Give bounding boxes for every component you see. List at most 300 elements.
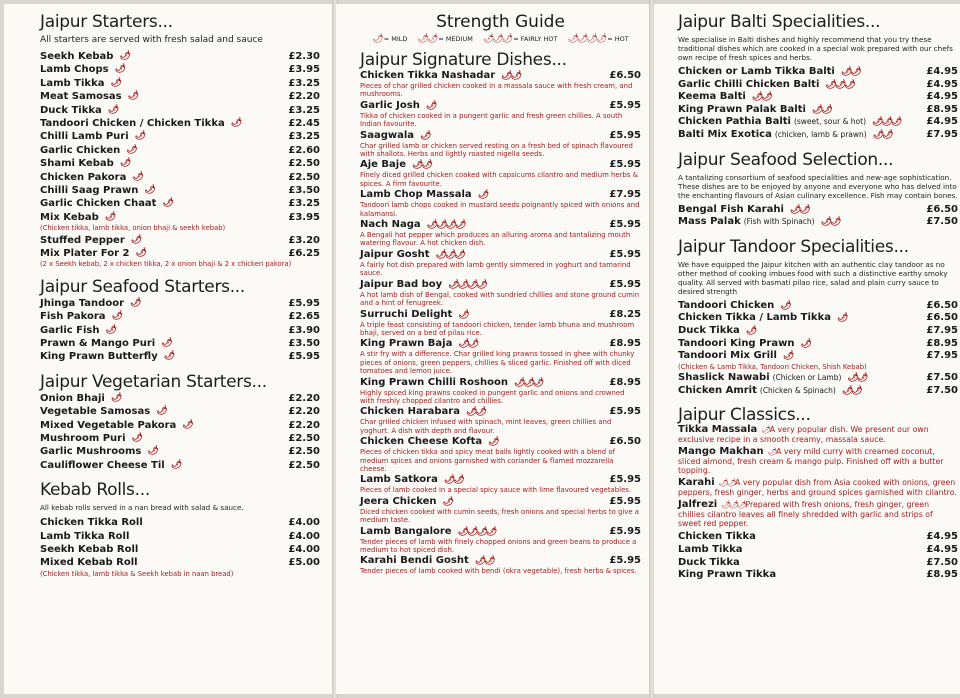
item-description: A very popular dish. We present our own exclusive recipe in a smooth creamy, massala sauce. (678, 425, 929, 444)
menu-item (40, 432, 320, 445)
item-note: (Chicken & Spinach) (759, 385, 836, 395)
menu-item (360, 338, 641, 350)
chili-icon: 🌶🌶🌶 (482, 34, 512, 44)
menu-item (40, 197, 320, 210)
item-note: (Chicken or Lamb) (772, 373, 842, 383)
item-price: £6.50 (609, 436, 641, 448)
item-name: Tandoori Chicken (678, 299, 775, 311)
strength-legend (360, 34, 641, 44)
item-name: Chicken Cheese Kofta (360, 436, 483, 448)
menu-item (40, 50, 320, 63)
item-price: £3.90 (288, 324, 320, 336)
item-price: £2.20 (288, 406, 320, 418)
chili-icon: 🌶 (745, 325, 756, 336)
item-name: Chicken Tikka / Lamb Tikka (678, 312, 831, 324)
chili-icon: 🌶 (144, 184, 154, 195)
chili-icon: 🌶🌶🌶🌶 (567, 34, 606, 44)
menu-item (40, 337, 320, 350)
item-price: £4.95 (926, 66, 958, 77)
item-subtext: (2 x Seekh kebab, 2 x chicken tikka, 2 x onion bhaji & 2 x chicken pakora) (40, 260, 292, 269)
chili-icon: 🌶🌶 (412, 160, 431, 171)
menu-item (40, 171, 320, 184)
item-price: £2.50 (288, 459, 320, 471)
item-price: £8.95 (926, 103, 958, 115)
chili-icon: 🌶 (119, 51, 129, 61)
menu-item (678, 216, 958, 229)
item-name: Lamb Chop Massala (360, 189, 472, 201)
menu-item (40, 392, 320, 405)
item-note: (chicken, lamb & prawn) (774, 129, 867, 139)
chili-icon: 🌶🌶🌶 (721, 500, 746, 510)
item-name: Lamb Chops (40, 64, 109, 76)
item-price: £5.95 (609, 495, 641, 507)
item-name: Surruchi Delight (360, 308, 453, 320)
section-intro: We specialise in Balti dishes and highly recommend that you try these traditional dishes which are cooked in a special wok prepared with our chefs own recipe of fresh spices and herbs. (678, 35, 953, 62)
menu-item (40, 516, 320, 529)
legend-entry (372, 34, 407, 44)
item-price: £4.95 (926, 531, 958, 543)
chili-icon: 🌶🌶 (840, 67, 860, 77)
section-intro: All starters are served with fresh salad and sauce (40, 35, 263, 45)
item-price: £4.00 (288, 530, 320, 542)
item-description: A Bengali hot pepper which produces an alluring aroma and tantalizing mouth watering flavour. A hot chicken dish. (360, 231, 631, 248)
menu-item (360, 436, 641, 448)
menu-item (360, 526, 641, 538)
menu-panel-left (4, 4, 332, 694)
menu-item (678, 66, 958, 79)
item-price: £5.95 (609, 406, 641, 418)
section-kebab-rolls (40, 480, 320, 578)
menu-item (40, 556, 320, 569)
menu-item (678, 325, 958, 338)
item-name: Garlic Mushrooms (40, 446, 142, 458)
menu-item (678, 372, 958, 385)
item-name: Shami Kebab (40, 158, 114, 170)
item-price: £3.50 (288, 338, 320, 350)
chili-icon: 🌶🌶 (811, 104, 831, 115)
kebab-rolls-list (40, 516, 320, 578)
item-price: £3.25 (288, 131, 320, 143)
menu-item (360, 496, 641, 508)
item-price: £2.45 (288, 117, 320, 129)
chili-icon: 🌶🌶 (841, 385, 861, 396)
item-name: King Prawn Baja (360, 338, 453, 350)
item-name: Garlic Chicken (40, 144, 121, 156)
item-description: Tandoori lamb chops cooked in mustard seeds poignantly spiced with onions and kalamansi. (360, 201, 640, 218)
chili-icon: 🌶 (135, 247, 145, 258)
classics-price-list (678, 531, 958, 581)
item-description: Tikka of chicken cooked in a pungent garlic and fresh green chillies. A south Indian favourite. (360, 111, 623, 129)
item-price: £3.50 (288, 184, 320, 196)
item-price: £8.25 (609, 308, 641, 320)
menu-item (40, 63, 320, 76)
chili-icon: 🌶 (780, 300, 790, 311)
classic-dish (678, 500, 958, 528)
legend-label: = HOT (605, 35, 629, 43)
balti-list (678, 66, 958, 142)
menu-item (678, 569, 958, 582)
chili-icon: 🌶 (170, 459, 181, 470)
item-name: Prawn & Mango Puri (40, 338, 156, 350)
menu-item (40, 90, 320, 103)
menu-item (40, 247, 320, 260)
chili-icon: 🌶 (442, 496, 452, 507)
item-name: Duck Tikka (678, 556, 740, 568)
item-description: Tender pieces of lamb cooked with bendi (okra vegetable), fresh herbs & spices. (360, 567, 637, 576)
section-title: Jaipur Starters... (40, 12, 173, 32)
item-price: £4.95 (926, 91, 958, 103)
item-price: £5.95 (609, 278, 641, 290)
section-intro: We have equipped the Jaipur kitchen with an authentic clay tandoor as no other method of cooking imbues food with such a distinctive earthy smoky quality. All served with basmati pilao rice, salad and plain curry sauce to desired strength (678, 259, 948, 296)
item-price: £2.20 (288, 392, 320, 404)
menu-item (678, 104, 958, 117)
item-name: Stuffed Pepper (40, 234, 125, 246)
menu-item (40, 324, 320, 337)
chili-icon: 🌶 (425, 100, 436, 111)
item-name: Saagwala (360, 129, 415, 141)
item-name: Nach Naga (360, 219, 421, 231)
item-description: Highly spiced king prawns cooked in pungent garlic and onions and crowned with freshly chopped cilantro and chillies. (360, 388, 625, 405)
legend-label: = MEDIUM (436, 35, 473, 43)
menu-item (40, 543, 320, 556)
item-name: Karahi (678, 477, 715, 489)
menu-item (678, 531, 958, 544)
item-price: £5.95 (609, 248, 641, 260)
classic-dish (678, 447, 958, 475)
item-price: £5.95 (609, 99, 641, 111)
item-name: Tandoori Mix Grill (678, 350, 777, 362)
chili-icon: 🌶🌶🌶 (435, 249, 464, 260)
chili-icon: 🌶🌶 (751, 92, 771, 103)
item-name: Mix Kebab (40, 211, 99, 223)
item-price: £6.50 (926, 203, 958, 215)
section-title: Jaipur Tandoor Specialities... (678, 236, 909, 257)
chili-icon: 🌶🌶🌶 (872, 117, 901, 128)
seafood-starters-list (40, 297, 320, 364)
section-title: Jaipur Balti Specialities... (678, 12, 881, 32)
item-name: Chicken Pathia Balti (678, 116, 791, 128)
item-name: Tikka Massala (678, 424, 758, 436)
section-classics (678, 405, 958, 581)
classic-dish (678, 478, 958, 497)
menu-item (678, 204, 958, 217)
chili-icon: 🌶 (156, 406, 166, 417)
item-name: Mango Makhan (678, 446, 764, 458)
item-description: A fairly hot dish prepared with lamb gently simmered in yoghurt and tamarind sauce. (360, 260, 631, 278)
chili-icon: 🌶 (130, 234, 141, 245)
seafood-selection-list (678, 204, 958, 229)
chili-icon: 🌶🌶 (789, 204, 809, 215)
section-title: Jaipur Seafood Selection... (678, 149, 894, 170)
menu-item (678, 129, 958, 142)
section-veg-starters (40, 372, 320, 472)
item-name: Jeera Chicken (360, 495, 437, 507)
menu-item (678, 300, 958, 313)
item-price: £7.95 (926, 324, 958, 336)
item-price: £5.95 (609, 129, 641, 141)
chili-icon: 🌶 (119, 158, 130, 169)
item-name: Chicken Tikka Roll (40, 517, 143, 529)
item-name: Tandoori Chicken / Chicken Tikka (40, 117, 225, 129)
item-price: £5.95 (609, 474, 641, 486)
item-price: £4.95 (926, 78, 958, 90)
menu-item (40, 350, 320, 363)
section-title: Jaipur Seafood Starters... (40, 276, 246, 297)
chili-icon: 🌶 (114, 64, 125, 75)
chili-icon: 🌶🌶🌶🌶 (448, 279, 486, 290)
item-name: Duck Tikka (678, 324, 740, 336)
chili-icon: 🌶 (767, 447, 777, 457)
menu-item (678, 91, 958, 104)
chili-icon: 🌶 (477, 190, 488, 201)
item-price: £5.95 (609, 159, 641, 171)
menu-item (360, 70, 641, 82)
item-price: £8.95 (609, 338, 641, 350)
item-name: King Prawn Palak Balti (678, 103, 806, 115)
chili-icon: 🌶 (127, 91, 138, 102)
item-price: £6.25 (288, 247, 320, 259)
item-subtext: (Chicken tikka, lamb tikka, onion bhaji & seekh kebab) (40, 224, 226, 233)
section-balti (678, 12, 958, 142)
item-name: Mixed Kebab Roll (40, 557, 138, 569)
item-price: £7.95 (609, 189, 641, 201)
item-name: Chicken Pakora (40, 171, 127, 183)
item-name: Jalfrezi (678, 499, 718, 511)
legend-entry (568, 34, 629, 44)
chili-icon: 🌶 (488, 437, 498, 448)
item-price: £8.95 (926, 337, 958, 349)
menu-item (40, 530, 320, 543)
item-name: Chilli Lamb Puri (40, 131, 129, 143)
menu-item (360, 377, 641, 389)
section-tandoor (678, 237, 958, 398)
item-description: A very mild curry with creamed coconut, sliced almond, fresh cream & mango pulp. Finished off with a butter topping. (678, 447, 944, 476)
chili-icon: 🌶 (230, 117, 241, 128)
item-description: Pieces of chicken tikka and spicy meat balls lightly cooked with a blend of medium spices and onions garnished with coriander & flamed mozzarella cheese. (360, 448, 615, 473)
item-name: Seekh Kebab Roll (40, 543, 139, 555)
menu-item (40, 77, 320, 90)
item-price: £7.95 (926, 350, 958, 362)
menu-item (678, 79, 958, 92)
item-price: £2.65 (288, 311, 320, 323)
item-price: £4.00 (288, 543, 320, 555)
item-name: Cauliflower Cheese Til (40, 459, 165, 471)
item-name: Fish Pakora (40, 311, 106, 323)
item-price: £4.95 (926, 544, 958, 556)
chili-icon: 🌶🌶🌶🌶 (457, 526, 496, 537)
item-description: A hot lamb dish of Bengal, cooked with sundried chillies and stone ground cumin and a hint of fenugreek. (360, 290, 640, 308)
item-price: £4.00 (288, 517, 320, 529)
menu-item (360, 279, 641, 291)
chili-icon: 🌶 (458, 309, 468, 320)
item-price: £2.60 (288, 144, 320, 156)
menu-item (40, 184, 320, 197)
menu-item (40, 144, 320, 157)
item-price: £5.00 (288, 557, 320, 569)
item-name: Duck Tikka (40, 104, 102, 116)
chili-icon: 🌶 (107, 104, 118, 115)
item-description: Finely diced grilled chicken cooked with capsicums cilantro and medium herbs & spices. A firm favourite. (360, 171, 638, 188)
chili-icon: 🌶🌶 (872, 129, 892, 140)
item-name: Garlic Chilli Chicken Balti (678, 78, 820, 90)
chili-icon: 🌶🌶🌶 (825, 79, 854, 90)
item-name: Jhinga Tandoor (40, 297, 125, 309)
item-name: Chilli Saag Prawn (40, 184, 139, 196)
chili-icon: 🌶 (161, 338, 171, 349)
chili-icon: 🌶 (372, 34, 382, 44)
menu-item (678, 557, 958, 570)
chili-icon: 🌶 (182, 419, 192, 430)
item-price: £3.25 (288, 198, 320, 210)
chili-icon: 🌶🌶 (718, 478, 736, 488)
item-note: (Fish with Spinach) (743, 217, 815, 227)
chili-icon: 🌶 (782, 351, 793, 362)
chili-icon: 🌶 (147, 446, 157, 457)
section-seafood-selection (678, 150, 958, 229)
item-name: Chicken Amrit (678, 384, 757, 396)
item-name: Garlic Josh (360, 99, 420, 111)
item-name: Balti Mix Exotica (678, 128, 772, 140)
menu-item (40, 211, 320, 224)
item-name: Jaipur Gosht (360, 248, 430, 260)
item-price: £6.50 (609, 70, 641, 81)
item-name: Lamb Tikka (40, 77, 105, 89)
chili-icon: 🌶🌶🌶 (513, 377, 543, 388)
chili-icon: 🌶 (162, 198, 172, 209)
item-name: Lamb Tikka Roll (40, 530, 130, 542)
item-name: Mushroom Puri (40, 432, 126, 444)
item-price: £4.95 (926, 116, 958, 128)
item-price: £7.50 (926, 556, 958, 568)
item-price: £6.50 (926, 312, 958, 324)
menu-item (40, 104, 320, 117)
chili-icon: 🌶 (420, 130, 430, 141)
chili-icon: 🌶 (800, 338, 810, 349)
chili-icon: 🌶🌶 (501, 71, 520, 81)
menu-item (40, 234, 320, 247)
item-price: £8.95 (926, 569, 958, 581)
item-name: Mixed Vegetable Pakora (40, 419, 177, 431)
item-name: Meat Samosas (40, 91, 122, 103)
item-description: Pieces of char grilled chicken cooked in a massala sauce with fresh cream, and mushrooms. (360, 82, 633, 99)
item-price: £3.95 (288, 211, 320, 223)
menu-item (40, 459, 320, 472)
menu-item (360, 100, 641, 112)
chili-icon: 🌶 (132, 171, 142, 182)
chili-icon: 🌶 (110, 392, 121, 403)
menu-item (40, 419, 320, 432)
item-price: £3.20 (288, 234, 320, 246)
menu-item (360, 474, 641, 486)
menu-item (678, 385, 958, 398)
menu-item (360, 555, 641, 567)
item-description: Diced chicken cooked with cumin seeds, fresh onions and special herbs to give a medium taste. (360, 507, 640, 525)
item-name: Chicken Harabara (360, 406, 460, 418)
menu-item (40, 445, 320, 458)
item-name: King Prawn Chilli Roshoon (360, 376, 508, 388)
chili-icon: 🌶 (110, 77, 120, 88)
chili-icon: 🌶 (134, 131, 145, 142)
item-price: £2.50 (288, 432, 320, 444)
item-price: £6.50 (926, 299, 958, 311)
menu-item (678, 116, 958, 129)
menu-item (678, 350, 958, 363)
item-name: Chicken or Lamb Tikka Balti (678, 66, 835, 77)
menu-item (360, 249, 641, 261)
item-price: £5.95 (288, 351, 320, 363)
item-description: A very popular dish from Asia cooked with onions, green peppers, fresh ginger, herbs and ground spices garnished with cilantro. (678, 478, 957, 497)
item-price: £2.20 (288, 91, 320, 103)
section-intro: All kebab rolls served in a nan bread with salad & sauce. (40, 503, 244, 513)
section-title: Jaipur Classics... (678, 405, 811, 426)
item-name: Aje Baje (360, 159, 407, 171)
menu-item (40, 310, 320, 323)
item-price: £7.50 (926, 372, 958, 384)
section-starters (40, 12, 320, 269)
item-name: Chicken Tikka (678, 531, 756, 543)
item-name: Garlic Chicken Chaat (40, 198, 157, 210)
item-price: £3.25 (288, 104, 320, 116)
chili-icon: 🌶🌶 (417, 34, 437, 44)
starters-list (40, 50, 320, 269)
item-name: Lamb Bangalore (360, 525, 452, 537)
item-name: Garlic Fish (40, 324, 100, 336)
item-name: Lamb Tikka (678, 544, 743, 556)
section-intro: A tantalizing consortium of seafood specialities and new-age sophistication. These dishes are to be enjoyed by anyone and everyone who has delved into the enchanting flavours of Asian culinary excellence. Fish may contain bones. (678, 172, 958, 200)
item-price: £8.95 (609, 376, 641, 388)
item-price: £2.20 (288, 419, 320, 431)
chili-icon: 🌶 (163, 351, 174, 362)
menu-item (360, 309, 641, 321)
item-description: Char grilled lamb or chicken served resting on a fresh bed of spinach flavoured with shallots. Herbs and lightly roasted nigella seeds. (360, 141, 633, 159)
item-description: A stir fry with a difference. Char grilled king prawns tossed in ghee with chunky pieces of onions, green peppers, chillies & sliced garlic. Finished off with diced tomatoes and lemon juice. (360, 350, 635, 376)
signature-list (360, 70, 641, 576)
tandoor-list (678, 300, 958, 398)
menu-item (40, 405, 320, 418)
item-name: Lamb Satkora (360, 474, 438, 486)
legend-label: = FAIRLY HOT (511, 35, 558, 43)
legend-label: = MILD (381, 35, 408, 43)
item-name: Chicken Tikka Nashadar (360, 70, 496, 81)
menu-item (40, 117, 320, 130)
chili-icon: 🌶 (761, 425, 770, 435)
legend-entry (483, 34, 558, 44)
menu-item (360, 130, 641, 142)
item-name: Jaipur Bad boy (360, 278, 443, 290)
item-price: £5.95 (609, 525, 641, 537)
item-price: £5.95 (609, 555, 641, 567)
chili-icon: 🌶🌶 (465, 407, 485, 418)
item-name: Tandoori King Prawn (678, 337, 795, 349)
menu-item (40, 157, 320, 170)
chili-icon: 🌶 (105, 324, 115, 335)
item-description: Char grilled chicken infused with spinach, mint leaves, green chillies and yoghurt. A dish with depth and flavour. (360, 418, 612, 435)
menu-item (678, 544, 958, 557)
chili-icon: 🌶🌶 (474, 556, 494, 567)
chili-icon: 🌶 (131, 432, 141, 443)
menu-item (360, 406, 641, 418)
item-name: Mix Plater For 2 (40, 247, 130, 259)
item-price: £2.50 (288, 446, 320, 458)
menu-item (360, 189, 641, 201)
menu-item (678, 312, 958, 325)
item-price: £2.50 (288, 158, 320, 170)
item-description: Prepared with fresh onions, fresh ginger, green chillies cilantro leaves all finely shredded with garlic and strips of sweet red pepper. (678, 500, 933, 529)
item-name: Karahi Bendi Gosht (360, 555, 469, 567)
chili-icon: 🌶🌶 (458, 339, 478, 350)
item-price: £2.50 (288, 171, 320, 183)
item-price: £2.30 (288, 51, 320, 62)
